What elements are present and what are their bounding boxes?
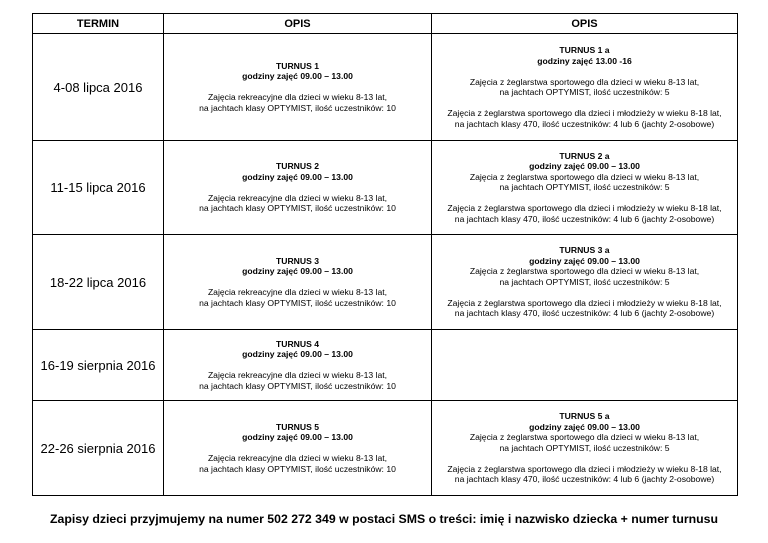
turnus-title: TURNUS 5 (276, 421, 319, 432)
turnus-hours: godziny zajęć 09.00 – 13.00 (242, 349, 353, 360)
registration-note: Zapisy dzieci przyjmujemy na numer 502 272 349 w postaci SMS o treści: imię i nazwisko dziecka + numer turnusu (49, 512, 719, 526)
turnus-a-cell (432, 235, 738, 330)
turnus-title: TURNUS 1 (276, 60, 319, 71)
turnus-a-cell (432, 34, 738, 141)
turnus-desc-line: Zajęcia rekreacyjne dla dzieci w wieku 8-13 lat, (207, 453, 388, 464)
turnus-a-cell (432, 141, 738, 235)
turnus-cell (164, 235, 432, 330)
table-row (33, 34, 738, 141)
turnus-desc-line: na jachtach klasy OPTYMIST, ilość uczestników: 10 (199, 297, 396, 308)
header-termin: TERMIN (33, 14, 164, 34)
turnus-desc-line: na jachtach klasy 470, ilość uczestników: 4 lub 6 (jachty 2-osobowe) (454, 308, 715, 319)
turnus-desc-line: Zajęcia z żeglarstwa sportowego dla dzieci i młodzieży w wieku 8-18 lat, (447, 297, 722, 308)
term-date: 4-08 lipca 2016 (33, 34, 164, 141)
turnus-desc-line: Zajęcia z żeglarstwa sportowego dla dzieci i młodzieży w wieku 8-18 lat, (447, 108, 722, 118)
table-row (33, 235, 738, 330)
header-row (33, 14, 738, 34)
term-date: 16-19 sierpnia 2016 (33, 330, 164, 401)
header-opis-1: OPIS (164, 14, 432, 34)
turnus-hours: godziny zajęć 09.00 – 13.00 (242, 266, 353, 277)
turnus-desc-line: na jachtach OPTYMIST, ilość uczestników: 5 (499, 442, 670, 453)
turnus-title: TURNUS 1 a (559, 45, 610, 55)
turnus-desc-line: Zajęcia z żeglarstwa sportowego dla dzieci i młodzieży w wieku 8-18 lat, (447, 203, 722, 214)
turnus-desc-line: na jachtach klasy 470, ilość uczestników: 4 lub 6 (jachty 2-osobowe) (454, 474, 715, 485)
turnus-cell (164, 330, 432, 401)
turnus-title: TURNUS 5 a (559, 411, 610, 422)
turnus-desc-line: Zajęcia rekreacyjne dla dzieci w wieku 8-13 lat, (207, 287, 388, 298)
turnus-a-cell (432, 401, 738, 496)
term-date: 18-22 lipca 2016 (33, 235, 164, 330)
schedule-table (32, 13, 738, 496)
turnus-desc-line: na jachtach klasy 470, ilość uczestników: 4 lub 6 (jachty 2-osobowe) (454, 118, 715, 129)
turnus-hours: godziny zajęć 09.00 – 13.00 (529, 421, 640, 432)
turnus-title: TURNUS 3 a (559, 245, 610, 256)
turnus-hours: godziny zajęć 09.00 – 13.00 (529, 161, 640, 172)
term-date: 22-26 sierpnia 2016 (33, 401, 164, 496)
turnus-desc-line: na jachtach klasy OPTYMIST, ilość uczestników: 10 (199, 380, 396, 391)
turnus-desc-line: na jachtach klasy OPTYMIST, ilość uczestników: 10 (199, 463, 396, 474)
turnus-desc-line: na jachtach OPTYMIST, ilość uczestników: 5 (499, 182, 670, 193)
turnus-cell (164, 401, 432, 496)
turnus-desc-line: na jachtach OPTYMIST, ilość uczestników: 5 (499, 87, 670, 97)
table-row (33, 330, 738, 401)
turnus-cell (164, 141, 432, 235)
turnus-desc-line: Zajęcia rekreacyjne dla dzieci w wieku 8-13 lat, (207, 370, 388, 381)
turnus-title: TURNUS 3 (276, 255, 319, 266)
turnus-title: TURNUS 2 (276, 161, 319, 172)
turnus-hours: godziny zajęć 09.00 – 13.00 (242, 171, 353, 182)
turnus-hours: godziny zajęć 09.00 – 13.00 (529, 255, 640, 266)
turnus-desc-line: Zajęcia z żeglarstwa sportowego dla dzieci i młodzieży w wieku 8-18 lat, (447, 463, 722, 474)
turnus-desc-line: na jachtach klasy OPTYMIST, ilość uczestników: 10 (199, 203, 396, 214)
turnus-desc-line: Zajęcia z żeglarstwa sportowego dla dzieci w wieku 8-13 lat, (469, 76, 700, 87)
turnus-desc-line: na jachtach klasy 470, ilość uczestników: 4 lub 6 (jachty 2-osobowe) (454, 213, 715, 224)
turnus-hours: godziny zajęć 13.00 -16 (537, 55, 632, 66)
turnus-desc-line: Zajęcia rekreacyjne dla dzieci w wieku 8-13 lat, (207, 192, 388, 203)
turnus-cell (164, 34, 432, 141)
header-opis-2: OPIS (432, 14, 738, 34)
turnus-desc-line: Zajęcia z żeglarstwa sportowego dla dzieci w wieku 8-13 lat, (469, 266, 700, 277)
table-row (33, 401, 738, 496)
table-row (33, 141, 738, 235)
turnus-desc-line: Zajęcia rekreacyjne dla dzieci w wieku 8-13 lat, (207, 92, 388, 103)
turnus-desc-line: Zajęcia z żeglarstwa sportowego dla dzieci w wieku 8-13 lat, (469, 171, 700, 182)
turnus-title: TURNUS 2 a (559, 150, 610, 161)
turnus-desc-line: Zajęcia z żeglarstwa sportowego dla dzieci w wieku 8-13 lat, (469, 432, 700, 443)
turnus-desc-line: na jachtach klasy OPTYMIST, ilość uczestników: 10 (199, 102, 396, 113)
turnus-hours: godziny zajęć 09.00 – 13.00 (242, 432, 353, 443)
term-date: 11-15 lipca 2016 (33, 141, 164, 235)
empty-cell (432, 330, 738, 401)
turnus-title: TURNUS 4 (276, 338, 319, 349)
turnus-desc-line: na jachtach OPTYMIST, ilość uczestników: 5 (499, 276, 670, 287)
turnus-hours: godziny zajęć 09.00 – 13.00 (242, 71, 353, 82)
